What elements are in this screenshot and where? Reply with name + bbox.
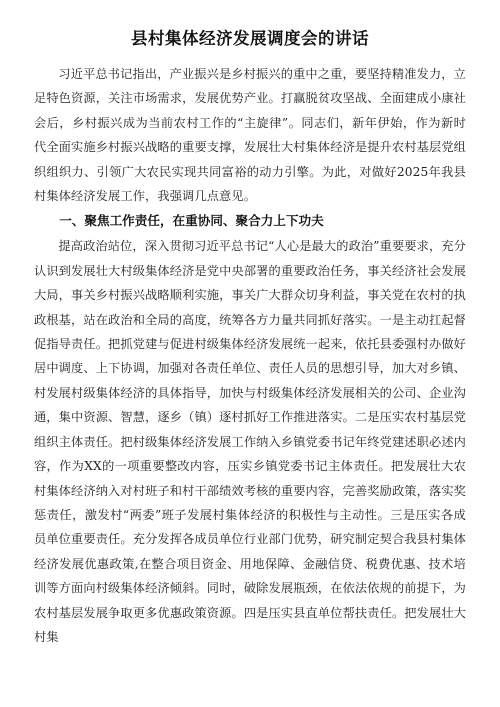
section-heading: 一、聚焦工作责任，在重协同、聚合力上下功夫 [59, 213, 324, 229]
document-title: 县村集体经济发展调度会的讲话 [131, 29, 369, 48]
section-body-paragraph: 提高政治站位，深入贯彻习近平总书记“人心是最大的政治”重要要求，充分认识到发展壮大村级集体经济是党中央部署的重要政治任务，事关经济社会发展大局，事关乡村振兴战略顺利实施，事关广大群众切身利益，事关党在农村的执政根基，站在政治和全局的高度，统筹各方力量共同抓好落实。一是主动扛起督促指导责任。把抓党建与促进村级集体经济发展统一起来，依托县委强村办做好居中调度、上下协调，加强对各责任单位、责任人员的思想引导，加大对乡镇、村发展村级集体经济的具体指导，加快与村级集体经济发展相关的公司、企业沟通，集中资源、智慧，逐乡（镇）逐村抓好工作推进落实。二是压实农村基层党组织主体责任。把村级集体经济发展工作纳入乡镇党委书记年终党建述职必述内容，作为XX的一项重要整改内容，压实乡镇党委书记主体责任。把发展壮大农村集体经济纳入对村班子和村干部绩效考核的重要内容，完善奖励政策，落实奖惩责任，激发村“两委”班子发展村集体经济的积极性与主动性。三是压实各成员单位重要责任。充分发挥各成员单位行业部门优势，研究制定契合我县村集体经济发展优惠政策,在整合项目资金、用地保障、金融信贷、税费优惠、技术培训等方面向村级集体经济倾斜。同时，破除发展瓶颈，在依法依规的前提下，为农村基层发展争取更多优惠政策资源。四是压实县直单位帮扶责任。把发展壮大村集 [34, 239, 466, 644]
intro-paragraph: 习近平总书记指出，产业振兴是乡村振兴的重中之重，要坚持精准发力，立足特色资源，关注市场需求，发展优势产业。打赢脱贫攻坚战、全面建成小康社会后，乡村振兴成为当前农村工作的“主旋律”。同志们，新年伊始，作为新时代全面实施乡村振兴战略的重要支撑，发展壮大村集体经济是提升农村基层党组织组织力、引领广大农民实现共同富裕的动力引擎。为此，对做好2025年我县村集体经济发展工作，我强调几点意见。 [34, 67, 466, 204]
